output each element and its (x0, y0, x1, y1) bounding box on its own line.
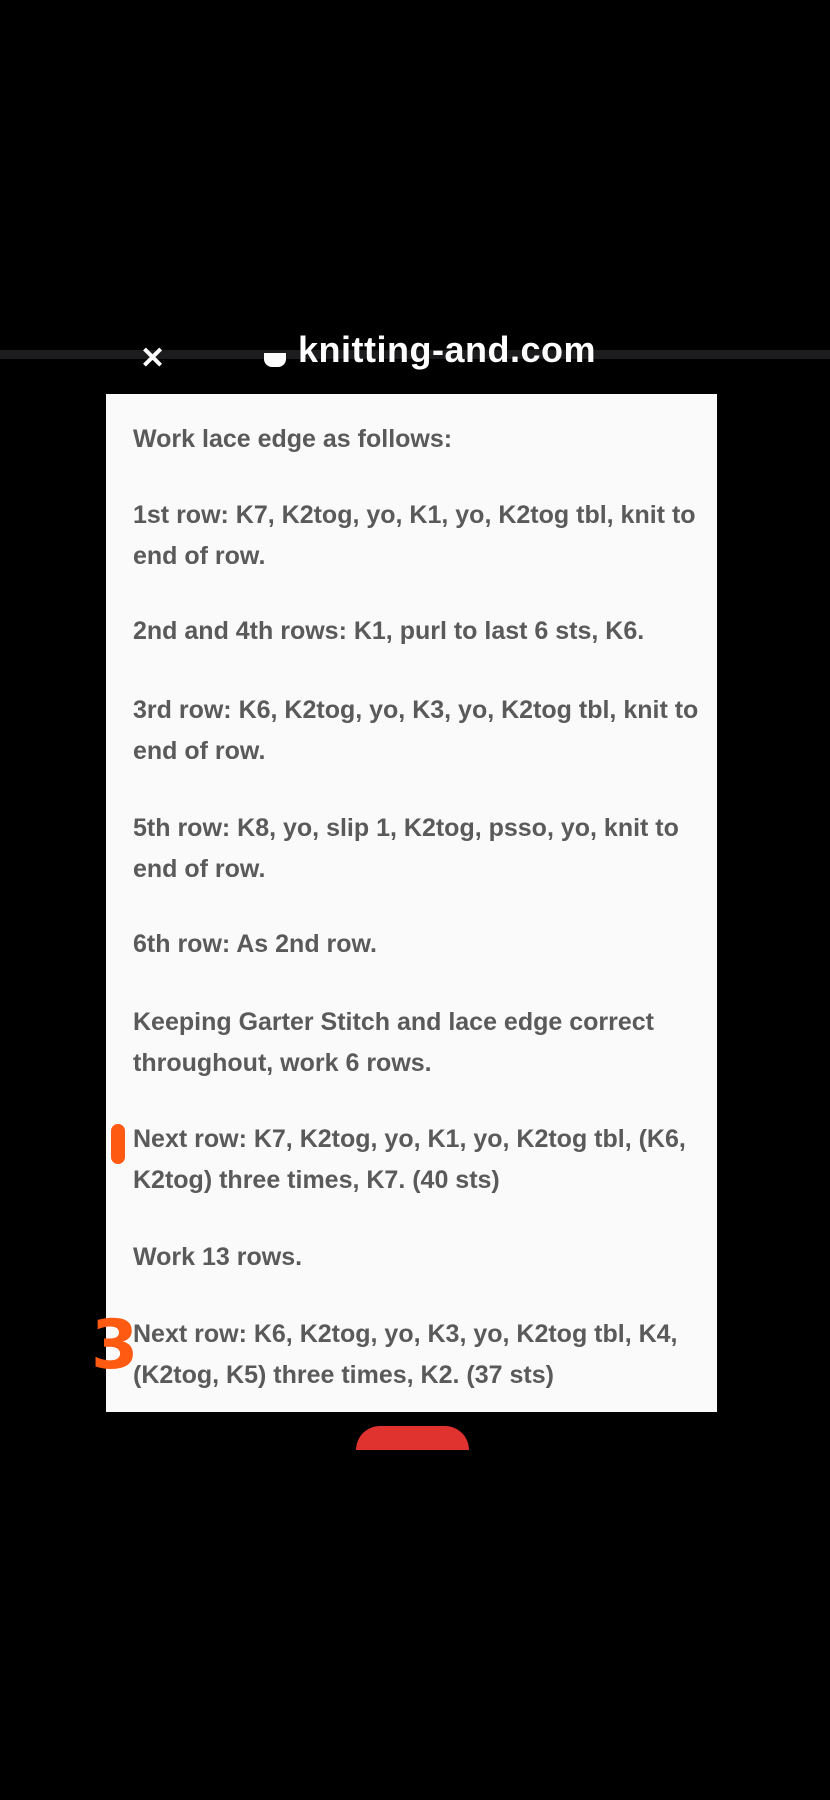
browser-address-bar (0, 329, 830, 375)
paragraph-work-13: Work 13 rows. (133, 1243, 303, 1271)
paragraph-intro: Work lace edge as follows: (133, 425, 453, 453)
annotation-marker-number: 3 (91, 1306, 139, 1385)
paragraph-row-1: 1st row: K7, K2tog, yo, K1, yo, K2tog tbl, knit to end of row. (133, 501, 696, 570)
paragraph-next-row-1: Next row: K7, K2tog, yo, K1, yo, K2tog tbl, (K6, K2tog) three times, K7. (40 sts) (133, 1125, 686, 1194)
paragraph-row-5: 5th row: K8, yo, slip 1, K2tog, psso, yo, knit to end of row. (133, 814, 679, 883)
close-icon[interactable]: ✕ (140, 342, 166, 375)
article-content (106, 394, 717, 1412)
annotation-marker-bar (111, 1124, 125, 1164)
lock-icon (264, 353, 286, 367)
record-button[interactable] (356, 1426, 469, 1450)
paragraph-row-2-4: 2nd and 4th rows: K1, purl to last 6 sts, K6. (133, 617, 645, 645)
url-text[interactable]: knitting-and.com (298, 329, 596, 370)
paragraph-next-row-2: Next row: K6, K2tog, yo, K3, yo, K2tog tbl, K4, (K2tog, K5) three times, K2. (37 sts) (133, 1320, 678, 1389)
paragraph-row-3: 3rd row: K6, K2tog, yo, K3, yo, K2tog tbl, knit to end of row. (133, 696, 699, 765)
paragraph-row-6: 6th row: As 2nd row. (133, 930, 377, 958)
paragraph-garter: Keeping Garter Stitch and lace edge correct throughout, work 6 rows. (133, 1008, 654, 1077)
